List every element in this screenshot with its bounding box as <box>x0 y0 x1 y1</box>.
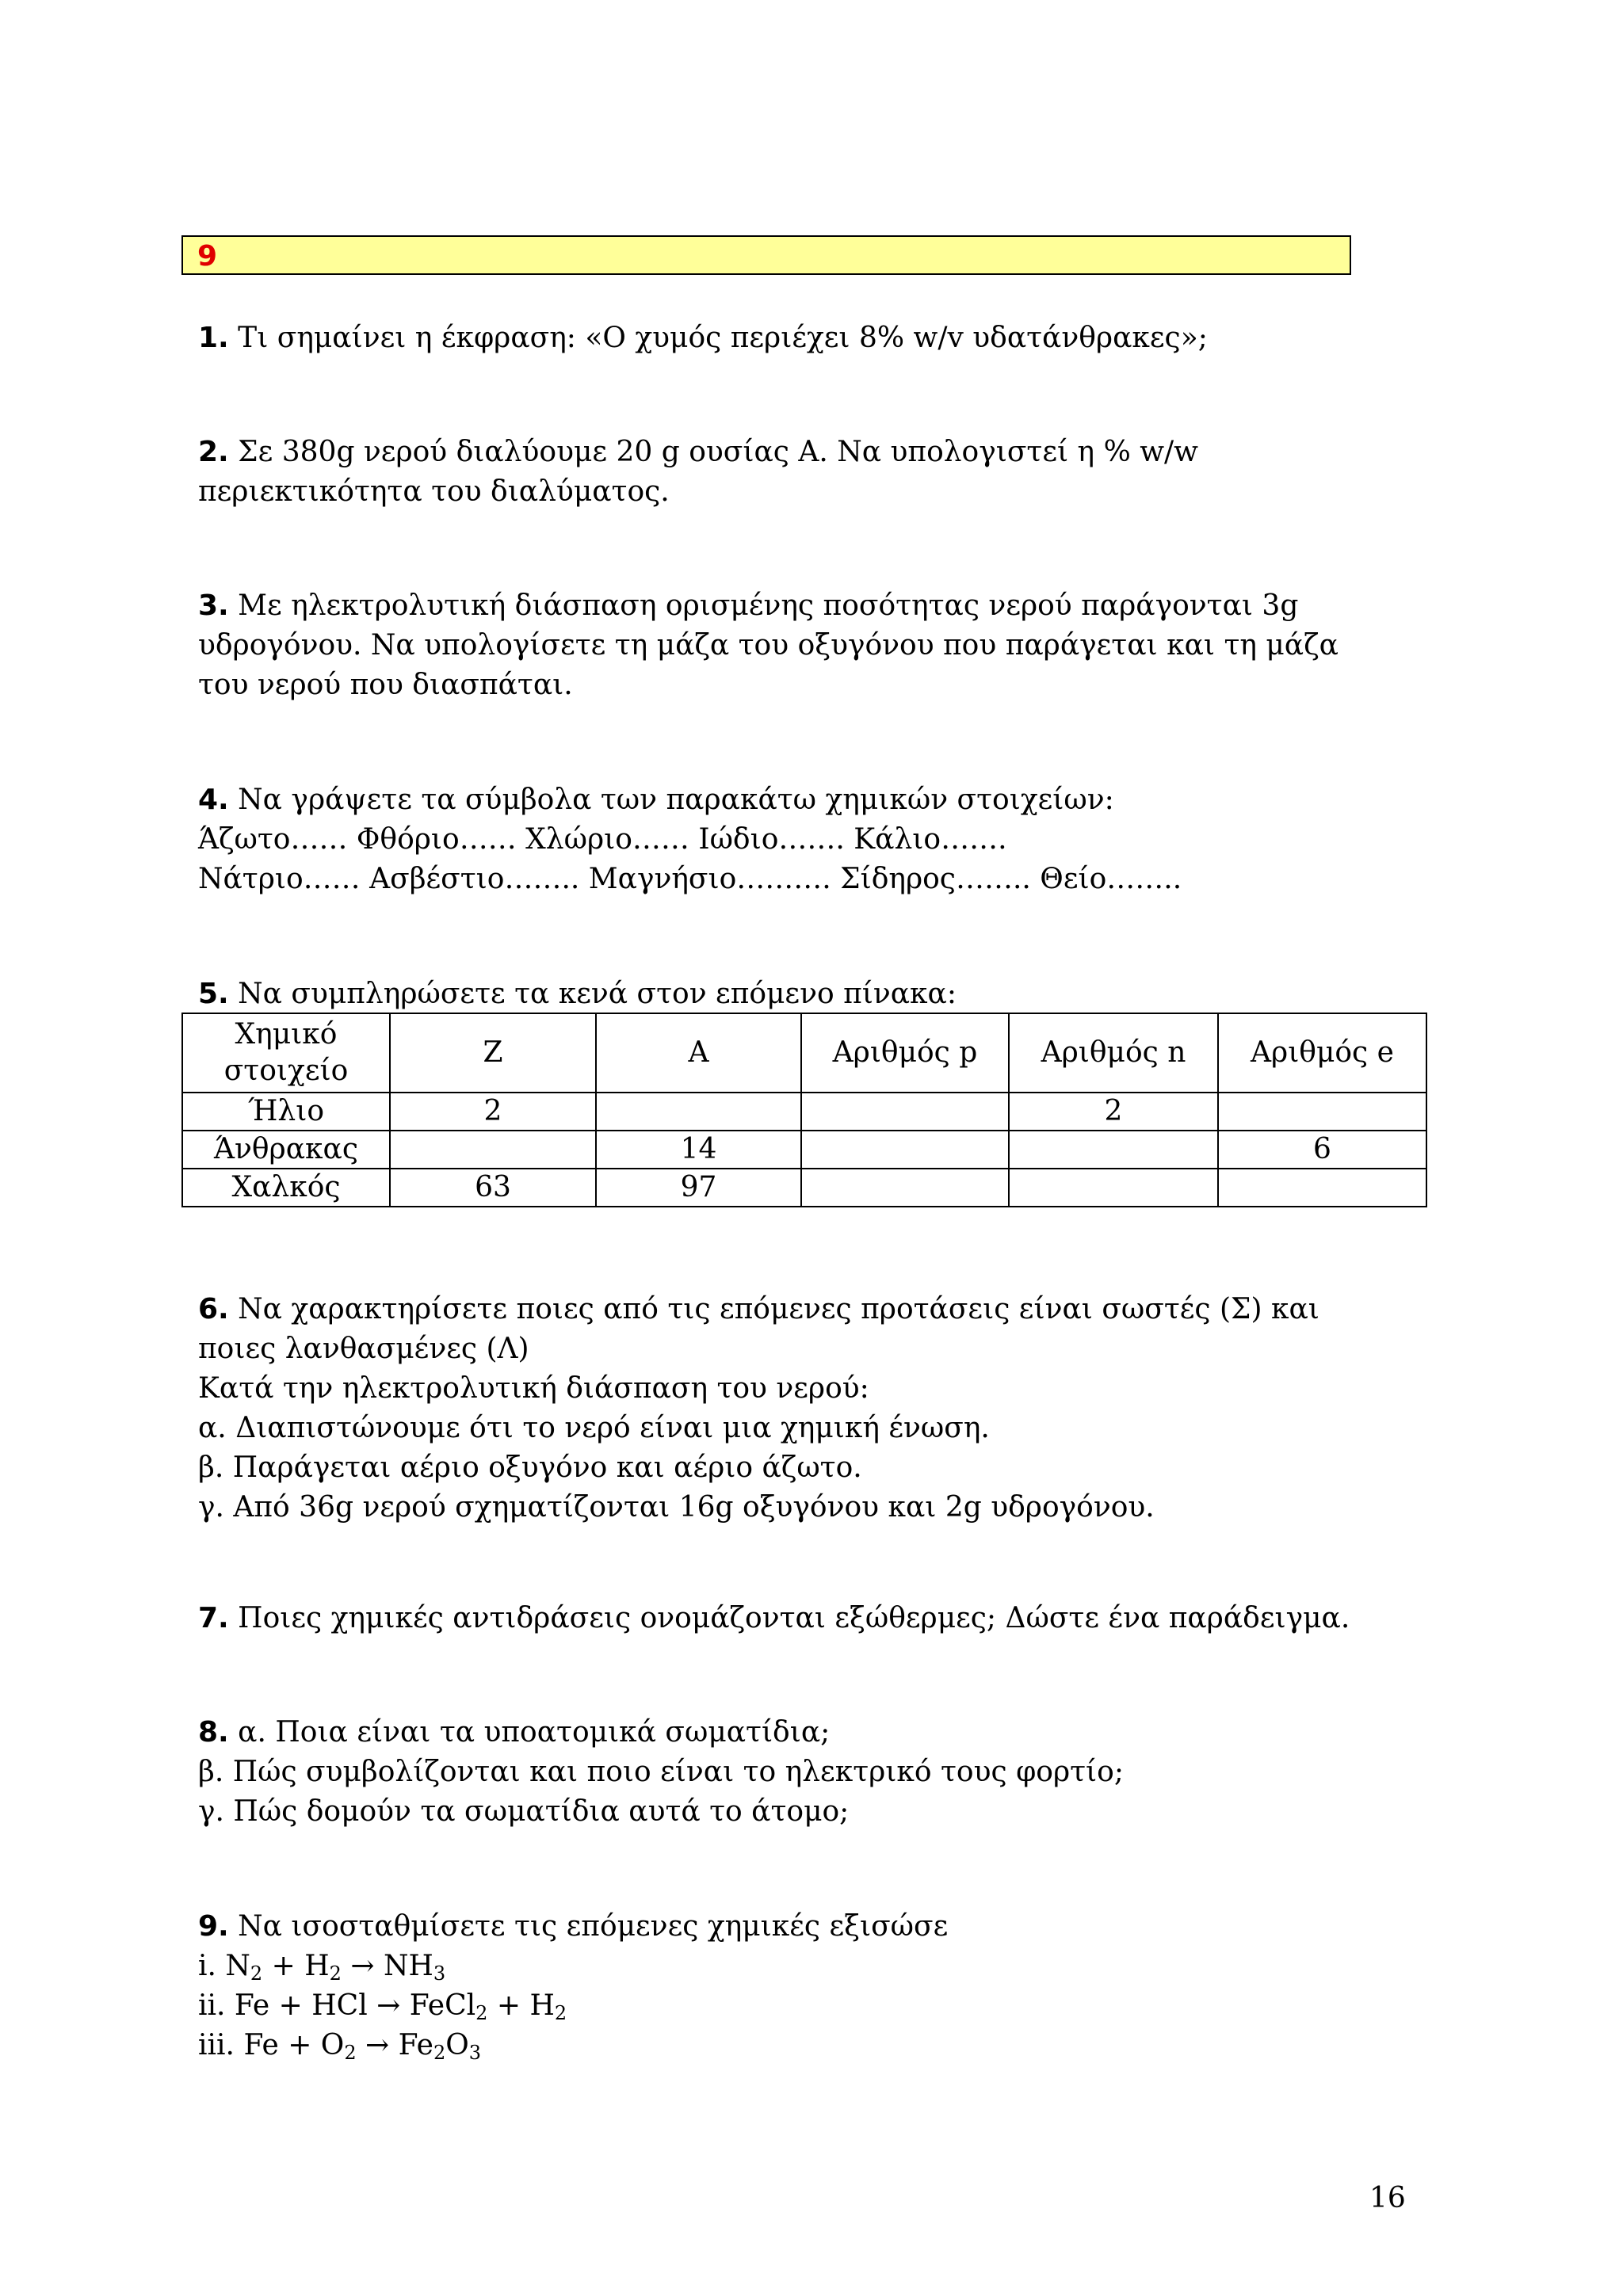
question-text: περιεκτικότητα του διαλύματος. <box>198 475 670 508</box>
question-7 <box>198 1599 1434 1638</box>
table-header-cell: Αριθμός p <box>801 1013 1009 1093</box>
question-text: Να συμπληρώσετε τα κενά στον επόμενο πίνακα: <box>228 978 957 1010</box>
table-cell <box>1009 1169 1218 1207</box>
table-cell <box>801 1131 1009 1169</box>
question-text: Κατά την ηλεκτρολυτική διάσπαση του νερού: <box>198 1372 869 1405</box>
question-text: του νερού που διασπάται. <box>198 669 573 701</box>
question-text: Να ισοσταθμίσετε τις επόμενες χημικές εξισώσε <box>228 1910 949 1943</box>
question-text: β. Πώς συμβολίζονται και ποιο είναι το ηλεκτρικό τους φορτίο; <box>198 1756 1124 1788</box>
table-cell: 2 <box>1009 1093 1218 1131</box>
question-8 <box>198 1713 1434 1832</box>
question-number: 2. <box>198 436 229 468</box>
statement-c: γ. Από 36g νερού σχηματίζονται 16g οξυγόνου και 2g υδρογόνου. <box>198 1491 1155 1524</box>
table-cell: 2 <box>390 1093 596 1131</box>
table-header-row <box>182 1013 1426 1093</box>
table-row <box>182 1169 1426 1207</box>
question-number: 6. <box>198 1293 229 1325</box>
table-cell <box>801 1093 1009 1131</box>
question-text: α. Ποια είναι τα υποατομικά σωματίδια; <box>228 1716 831 1749</box>
table-header-cell: Z <box>390 1013 596 1093</box>
question-text: γ. Πώς δομούν τα σωματίδια αυτά το άτομο; <box>198 1795 850 1828</box>
page-number: 16 <box>1369 2182 1406 2214</box>
question-number: 9. <box>198 1910 229 1943</box>
table-cell <box>596 1093 801 1131</box>
table-header-cell: Χημικό στοιχείο <box>182 1013 390 1093</box>
question-3 <box>198 586 1434 705</box>
question-9 <box>198 1907 1434 2065</box>
question-number: 8. <box>198 1716 229 1749</box>
table-header-cell: Αριθμός e <box>1218 1013 1426 1093</box>
statement-b: β. Παράγεται αέριο οξυγόνο και αέριο άζωτο. <box>198 1451 862 1484</box>
table-cell: Άνθρακας <box>182 1131 390 1169</box>
table-cell: 63 <box>390 1169 596 1207</box>
question-1 <box>198 318 1434 358</box>
table-cell: Χαλκός <box>182 1169 390 1207</box>
question-number: 5. <box>198 978 229 1010</box>
table-cell <box>1218 1093 1426 1131</box>
question-6 <box>198 1290 1434 1527</box>
question-text: Με ηλεκτρολυτική διάσπαση ορισμένης ποσότητας νερού παράγονται 3g <box>228 589 1299 622</box>
question-text: Να χαρακτηρίσετε ποιες από τις επόμενες προτάσεις είναι σωστές (Σ) και <box>228 1293 1319 1325</box>
question-number: 3. <box>198 589 229 622</box>
table-cell: 6 <box>1218 1131 1426 1169</box>
statement-a: α. Διαπιστώνουμε ότι το νερό είναι μια χημική ένωση. <box>198 1412 990 1444</box>
table-row <box>182 1093 1426 1131</box>
table-header-cell: A <box>596 1013 801 1093</box>
table-cell: Ήλιο <box>182 1093 390 1131</box>
question-text: Ποιες χημικές αντιδράσεις ονομάζονται εξώθερμες; Δώστε ένα παράδειγμα. <box>228 1602 1350 1634</box>
equation-1: i. $N_2 + H_2 \to NH_3$ <box>198 1950 446 1985</box>
question-text: Να γράψετε τα σύμβολα των παρακάτω χημικών στοιχείων: <box>228 784 1114 816</box>
table-cell <box>1218 1169 1426 1207</box>
equation-2: ii. Fe + HCl → FeCl$_2$ + $H_2$ <box>198 1989 567 2024</box>
table-cell: 14 <box>596 1131 801 1169</box>
question-2 <box>198 433 1434 512</box>
table-cell: 97 <box>596 1169 801 1207</box>
table-row <box>182 1131 1426 1169</box>
table-cell <box>1009 1131 1218 1169</box>
question-text: υδρογόνου. Να υπολογίσετε τη μάζα του οξυγόνου που παράγεται και τη μάζα <box>198 629 1338 662</box>
question-number: 4. <box>198 784 229 816</box>
question-5 <box>198 974 1434 1014</box>
question-text: Σε 380g νερού διαλύουμε 20 g ουσίας Α. Να υπολογιστεί η % w/w <box>228 436 1198 468</box>
chapter-number: 9 <box>197 240 218 273</box>
question-text: ποιες λανθασμένες (Λ) <box>198 1333 529 1365</box>
chapter-header-box <box>181 235 1351 275</box>
table-header-cell: Αριθμός n <box>1009 1013 1218 1093</box>
question-text: Τι σημαίνει η έκφραση: «Ο χυμός περιέχει 8% w/v υδατάνθρακες»; <box>228 322 1208 354</box>
question-text: Νάτριο…… Ασβέστιο…….. Μαγνήσιο………. Σίδηρος…….. Θείο…….. <box>198 863 1182 895</box>
question-number: 1. <box>198 322 229 354</box>
question-text: Άζωτο…… Φθόριο…… Χλώριο…… Ιώδιο……. Κάλιο……. <box>198 823 1007 856</box>
elements-table <box>181 1013 1427 1207</box>
table-cell <box>390 1131 596 1169</box>
equation-3: iii. $Fe + O_2 \to Fe_2O_3$ <box>198 2029 482 2064</box>
table-cell <box>801 1169 1009 1207</box>
question-number: 7. <box>198 1602 229 1634</box>
question-4 <box>198 780 1434 899</box>
